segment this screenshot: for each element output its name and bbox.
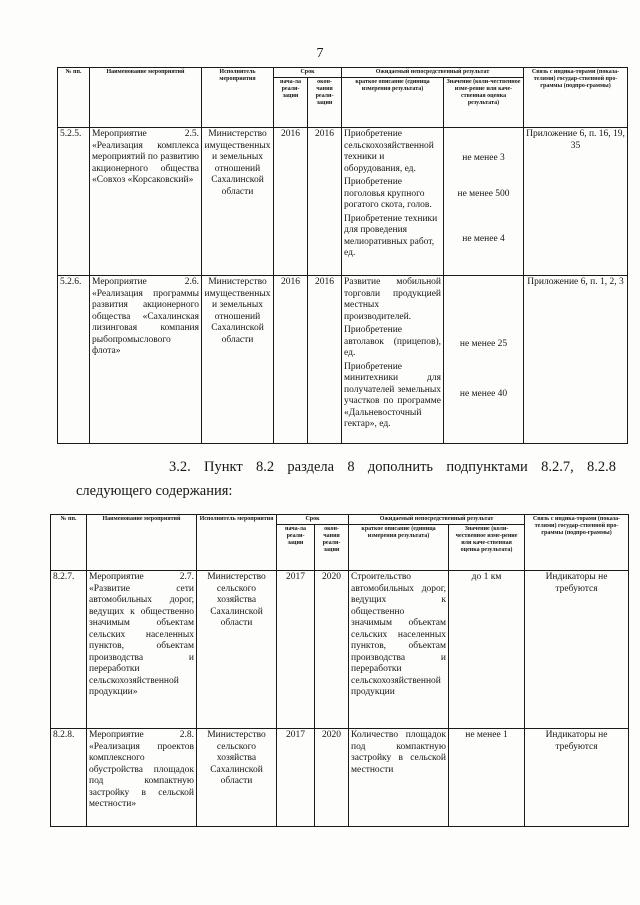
value-item: не менее 3	[462, 153, 505, 163]
row-values	[444, 276, 524, 444]
row-desc	[342, 276, 444, 444]
value-item: не менее 25	[459, 339, 508, 349]
measures-table-1	[57, 67, 628, 444]
header-executor: Исполнитель мероприятия	[202, 68, 274, 128]
row-link: Приложение 6, п. 1, 2, 3	[524, 276, 628, 444]
header-result-desc: краткое описание (единица измерения результата)	[349, 525, 449, 571]
desc-item: Приобретение поголовья крупного рогатого скота, голов.	[344, 177, 432, 210]
header-result: Ожидаемый непосредственный результат	[349, 515, 525, 525]
header-term-start: нача-ла реали-зации	[274, 78, 308, 128]
row-executor: Министерство имущественных и земельных отношений Сахалинской области	[202, 276, 274, 444]
row-values	[444, 128, 524, 276]
table-row	[58, 128, 628, 276]
table-row	[51, 571, 629, 729]
row-link: Индикаторы не требуются	[525, 571, 629, 729]
row-end: 2020	[315, 571, 349, 729]
row-value: не менее 1	[449, 729, 525, 827]
row-num: 8.2.8.	[51, 729, 87, 827]
row-desc: Строительство автомобильных дорог, ведущих к общественно значимым объектам сельских населенных пунктов, объектам производства и переработки сельскохозяйственной продукции	[349, 571, 449, 729]
value-item: не менее 40	[459, 388, 508, 399]
row-name: Мероприятие 2.5. «Реализация комплекса мероприятий по развитию акционерного общества «Совхоз «Корсаковский»	[90, 128, 202, 276]
row-end: 2020	[315, 729, 349, 827]
measures-table-2	[50, 514, 629, 827]
row-desc: Количество площадок под компактную застройку в сельской местности	[349, 729, 449, 827]
header-result-value: Значение (коли-чественное изме-рение или каче-ственная оценка результата)	[444, 78, 524, 128]
header-term: Срок	[277, 515, 349, 525]
row-num: 5.2.5.	[58, 128, 90, 276]
row-end: 2016	[308, 276, 342, 444]
row-name: Мероприятие 2.8. «Реализация проектов комплексного обустройства площадок под компактную застройку в сельской местности»	[87, 729, 197, 827]
header-link: Связь с индика-торами (показа-телями) государ-ственной про-граммы (подпро-граммы)	[525, 515, 629, 571]
row-value: до 1 км	[449, 571, 525, 729]
header-num: № пп.	[51, 515, 87, 571]
value-item: не менее 4	[462, 234, 505, 244]
page-number: 7	[316, 46, 324, 61]
desc-item: Приобретение автолавок (прицепов), ед.	[344, 325, 442, 358]
table-row	[51, 729, 629, 827]
header-executor: Исполнитель мероприятия	[197, 515, 277, 571]
header-term-start: нача-ла реали-зации	[277, 525, 315, 571]
desc-item: Развитие мобильной торговли продукцией местных производителей.	[344, 277, 442, 322]
value-item: не менее 500	[457, 188, 510, 199]
desc-item: Приобретение техники для проведения мелиоративных работ, ед.	[344, 213, 438, 258]
table-row	[58, 276, 628, 444]
row-start: 2017	[277, 729, 315, 827]
row-name: Мероприятие 2.6. «Реализация программы развития акционерного общества «Сахалинская лизинговая компания рыбопромыслового флота»	[90, 276, 202, 444]
row-name: Мероприятие 2.7. «Развитие сети автомобильных дорог, ведущих к общественно значимым объектам сельских населенных пунктов, объектам производства и переработки сельскохозяйственной продукции»	[87, 571, 197, 729]
row-link: Индикаторы не требуются	[525, 729, 629, 827]
header-link: Связь с индика-торами (показа-телями) государ-ственной про-граммы (подпро-граммы)	[524, 68, 628, 128]
row-start: 2016	[274, 128, 308, 276]
desc-item: Приобретение сельскохозяйственной техники и оборудования, ед.	[344, 129, 434, 174]
row-executor: Министерство сельского хозяйства Сахалинской области	[197, 571, 277, 729]
header-result: Ожидаемый непосредственный результат	[342, 68, 524, 78]
header-name: Наименование мероприятий	[87, 515, 197, 571]
row-link: Приложение 6, п. 16, 19, 35	[524, 128, 628, 276]
header-term-end: окон-чания реали-зации	[308, 78, 342, 128]
header-term: Срок	[274, 68, 342, 78]
row-desc	[342, 128, 444, 276]
desc-item: Приобретение минитехники для получателей земельных участков по программе «Дальневосточный гектар», ед.	[344, 361, 442, 429]
header-name: Наименование мероприятий	[90, 68, 202, 128]
row-start: 2017	[277, 571, 315, 729]
amendment-paragraph: 3.2. Пункт 8.2 раздела 8 дополнить подпунктами 8.2.7, 8.2.8 следующего содержания:	[76, 459, 616, 499]
header-result-value: Значение (коли-чественное изме-рение или каче-ственная оценка результата)	[449, 525, 525, 571]
row-num: 8.2.7.	[51, 571, 87, 729]
row-executor: Министерство сельского хозяйства Сахалинской области	[197, 729, 277, 827]
row-executor: Министерство имущественных и земельных отношений Сахалинской области	[202, 128, 274, 276]
row-end: 2016	[308, 128, 342, 276]
header-num: № пп.	[58, 68, 90, 128]
row-num: 5.2.6.	[58, 276, 90, 444]
row-start: 2016	[274, 276, 308, 444]
header-term-end: окон-чания реали-зации	[315, 525, 349, 571]
header-result-desc: краткое описание (единица измерения результата)	[342, 78, 444, 128]
